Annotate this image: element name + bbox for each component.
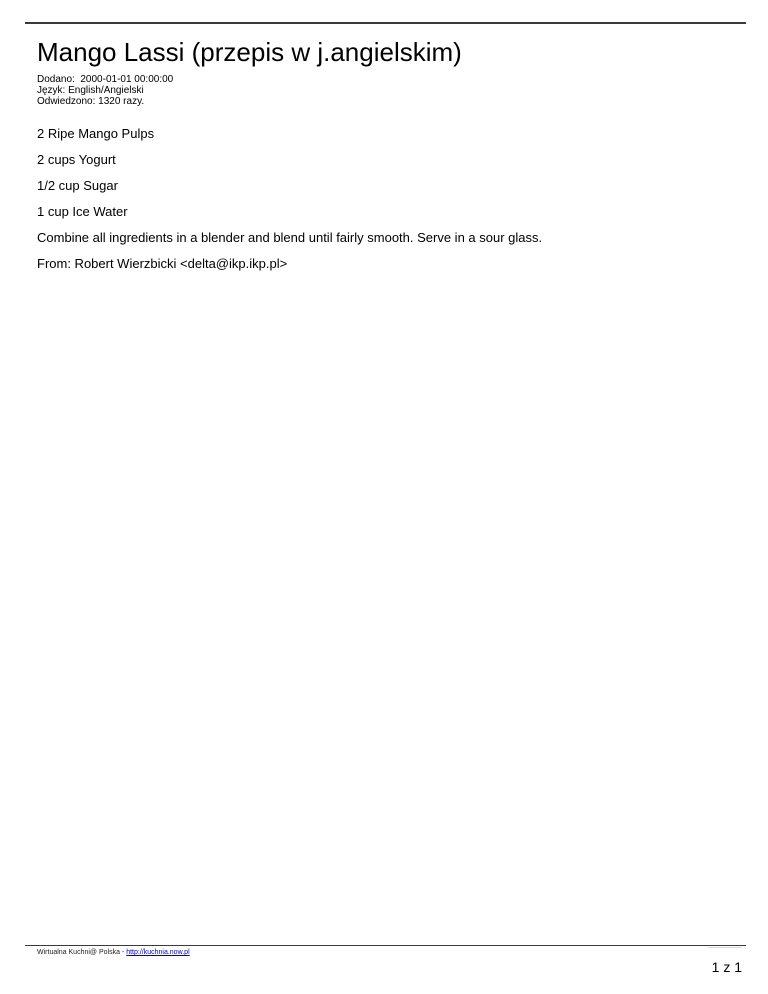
view-count: Odwiedzono: 1320 razy. (37, 96, 145, 107)
footer (37, 948, 190, 957)
footer-divider (25, 945, 746, 946)
header-divider (25, 22, 746, 24)
ingredient-item: 1 cup Ice Water (37, 204, 128, 219)
ingredient-item: 1/2 cup Sugar (37, 178, 118, 193)
ingredient-item: 2 Ripe Mango Pulps (37, 126, 155, 141)
recipe-instructions: Combine all ingredients in a blender and blend until fairly smooth. Serve in a sour glass. (37, 230, 543, 245)
footer-site-label: Wirtualna Kuchni@ Polska - (37, 949, 127, 956)
language: Język: English/Angielski (37, 85, 144, 96)
recipe-meta (37, 74, 173, 107)
footer-mark (708, 947, 742, 948)
date-added: Dodano: 2000-01-01 00:00:00 (37, 74, 174, 85)
page-title: Mango Lassi (przepis w j.angielskim) (37, 37, 462, 67)
page-indicator: 1 z 1 (711, 959, 742, 975)
ingredient-item: 2 cups Yogurt (37, 152, 116, 167)
footer-site-link[interactable]: http://kuchnia.now.pl (126, 949, 190, 956)
recipe-source: From: Robert Wierzbicki <delta@ikp.ikp.pl> (37, 256, 288, 271)
recipe-body (37, 126, 737, 282)
